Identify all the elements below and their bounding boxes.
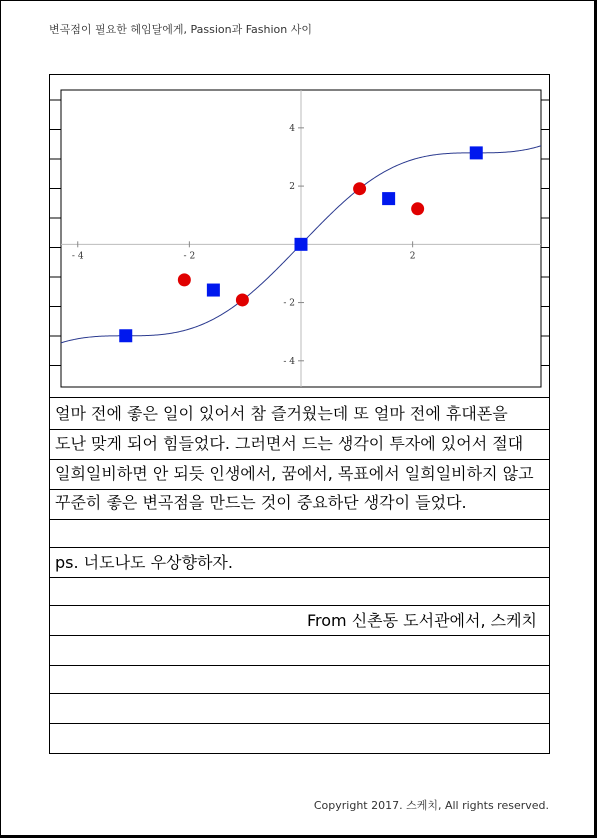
right-edge-ticks — [541, 100, 549, 366]
x-tick-label: - 2 — [183, 251, 196, 262]
note-line-3: 일희일비하면 안 되듯 인생에서, 꿈에서, 목표에서 일희일비하지 않고 — [55, 464, 534, 483]
circle-marker — [236, 293, 249, 306]
y-tick-label: - 4 — [283, 356, 295, 367]
x-tick-label: - 4 — [71, 251, 84, 262]
note-line-1: 얼마 전에 좋은 일이 있어서 참 즐거웠는데 또 얼마 전에 휴대폰을 — [55, 404, 508, 423]
note-line-2: 도난 맞게 되어 힘들었다. 그러면서 드는 생각이 투자에 있어서 절대 — [55, 434, 524, 453]
square-marker — [207, 284, 220, 297]
ruled-line — [50, 429, 549, 430]
ruled-line — [50, 459, 549, 460]
ruled-line — [50, 547, 549, 548]
ruled-line — [50, 605, 549, 606]
ruled-line — [50, 397, 549, 398]
content-box — [49, 74, 550, 754]
square-marker — [470, 146, 483, 159]
note-line-4: 꾸준히 좋은 변곡점을 만드는 것이 중요하단 생각이 들었다. — [55, 493, 467, 512]
y-tick-label: - 2 — [283, 298, 295, 309]
ruled-line — [50, 577, 549, 578]
square-marker — [382, 192, 395, 205]
ruled-line — [50, 489, 549, 490]
circle-marker — [353, 182, 366, 195]
circle-marker — [178, 273, 191, 286]
ruled-line — [50, 635, 549, 636]
y-tick-label: 4 — [289, 123, 295, 134]
ruled-line — [50, 693, 549, 694]
left-edge-ticks — [50, 100, 61, 366]
ruled-line — [50, 519, 549, 520]
ruled-line — [50, 665, 549, 666]
page-header-title: 변곡점이 필요한 헤임달에게, Passion과 Fashion 사이 — [49, 23, 312, 36]
circle-marker — [411, 202, 424, 215]
ruled-line — [50, 723, 549, 724]
note-line-signature: From 신촌동 도서관에서, 스케치 — [306, 611, 537, 630]
y-tick-label: 2 — [289, 182, 295, 193]
x-tick-label: 2 — [409, 251, 416, 262]
square-marker — [119, 329, 132, 342]
note-line-ps: ps. 너도나도 우상향하자. — [55, 553, 233, 572]
copyright-footer: Copyright 2017. 스케치, All rights reserved. — [313, 799, 549, 812]
square-marker — [295, 238, 308, 251]
